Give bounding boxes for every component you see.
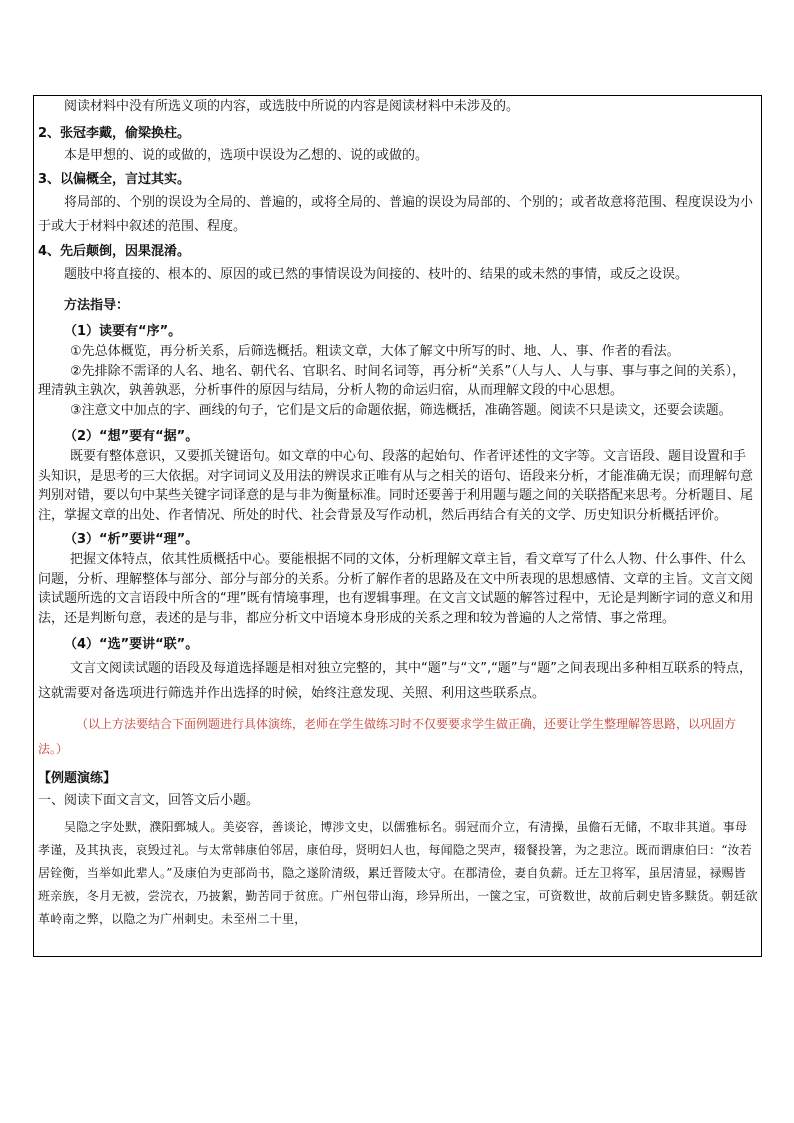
- example-heading: 【例题演练】: [38, 771, 117, 786]
- method-section-2: [38, 426, 758, 525]
- paragraph-no-content: 阅读材料中没有所选义项的内容，或选肢中所说的内容是阅读材料中未涉及的。: [64, 99, 520, 114]
- method-section-3: [38, 529, 758, 628]
- paragraph-item-3: 将局部的、个别的误设为全局的、普遍的，或将全局的、普遍的误设为局部的、个别的；或者故意将范围、程度误设为小于或大于材料中叙述的范围、程度。: [38, 195, 754, 234]
- classical-passage: 吴隐之字处默，濮阳鄄城人。美姿容，善谈论，博涉文史，以儒雅标名。弱冠而介立，有清操，虽儋石无储，不取非其道。事母孝谨，及其执丧，哀毁过礼。与太常韩康伯邻居，康伯母，贤明妇人也，每闻隐之哭声，辍餐投箸，为之悲泣。既而谓康伯曰：“汝若居铨衡，当举如此辈人。”及康伯为吏部尚书，隐之遂阶清级，累迁晋陵太守。在郡清俭，妻自负薪。迁左卫将军，虽居清显，禄赐皆班亲族，冬月无被，尝浣衣，乃披絮，勤苦同于贫庶。广州包带山海，珍异所出，一箧之宝，可资数世，故前后刺史皆多黩货。朝廷欲革岭南之弊，以隐之为广州刺史。未至州二十里，: [38, 820, 758, 926]
- heading-item-2: 2、张冠李戴，偷梁换柱。: [38, 126, 191, 141]
- method-section-4: [38, 634, 758, 706]
- method-2-title: （2）“想”要有“据”。: [64, 429, 199, 444]
- paragraph-item-4: 题肢中将直接的、根本的、原因的或已然的事情误设为间接的、枝叶的、结果的或未然的事情，或反之设误。: [64, 267, 689, 282]
- heading-item-4: 4、先后颠倒，因果混淆。: [38, 244, 191, 259]
- method-1-para-2: ②先排除不需译的人名、地名、朝代名、官职名、时间名词等，再分析“关系”（人与人、人与事、事与事之间的关系），理清孰主孰次，孰善孰恶，分析事件的原因与结局，分析人物的命运归宿，从而理解文段的中心思想。: [38, 363, 746, 398]
- document-body: [38, 96, 758, 931]
- method-4-para-1: 文言文阅读试题的语段及每道选择题是相对独立完整的，其中“题”与“文”,“题”与“题”之间表现出多种相互联系的特点，这就需要对备选项进行筛选并作出选择的时候，始终注意发现、关照、利用这些联系点。: [38, 661, 753, 701]
- method-2-para-1: 既要有整体意识，又要抓关键语句。如文章的中心句、段落的起始句、作者评述性的文字等。文言语段、题目设置和手头知识，是思考的三大依据。对字词词义及用法的辨误求正唯有从与之相关的语句、语段来分析，才能准确无误；而理解句意判别对错，要以句中某些关键字词译意的是与非为衡量标准。同时还要善于利用题与题之间的关联搭配来思考。分析题目、尾注，掌握文章的出处、作者情况、所处的时代、社会背景及写作动机，然后再结合有关的文学、历史知识分析概括评价。: [38, 449, 754, 523]
- example-instruction: 一、阅读下面文言文，回答文后小题。: [38, 793, 260, 808]
- method-3-title: （3）“析”要讲“理”。: [64, 532, 199, 547]
- method-3-para-1: 把握文体特点，依其性质概括中心。要能根据不同的文体，分析理解文章主旨，看文章写了什么人物、什么事件、什么问题，分析、理解整体与部分、部分与部分的关系。分析了解作者的思路及在文中所表现的思想感情、文章的主旨。文言文阅读试题所选的文言语段中所含的“理”既有情境事理，也有逻辑事理。在文言文试题的解答过程中，无论是判断字词的意义和用法，还是判断句意，表述的是与非，都应分析文中语境本身形成的关系之理和较为普遍的人之常情、事之常理。: [38, 552, 754, 626]
- teacher-note: （以上方法要结合下面例题进行具体演练，老师在学生做练习时不仅要要求学生做正确，还要让学生整理解答思路，以巩固方法。）: [38, 717, 737, 756]
- heading-item-3: 3、以偏概全，言过其实。: [38, 172, 191, 187]
- method-title: 方法指导：: [64, 298, 130, 313]
- method-1-title: （1）读要有“序”。: [64, 324, 182, 339]
- method-4-title: （4）“选”要讲“联”。: [64, 637, 199, 652]
- paragraph-item-2: 本是甲想的、说的或做的，选项中误设为乙想的、说的或做的。: [64, 148, 429, 163]
- method-section-1: [38, 321, 758, 420]
- method-1-para-1: ①先总体概览，再分析关系，后筛选概括。粗读文章，大体了解文中所写的时、地、人、事、作者的看法。: [70, 344, 680, 359]
- method-1-para-3: ③注意文中加点的字、画线的句子，它们是文后的命题依据，筛选概括，准确答题。阅读不只是读文，还要会读题。: [70, 402, 732, 418]
